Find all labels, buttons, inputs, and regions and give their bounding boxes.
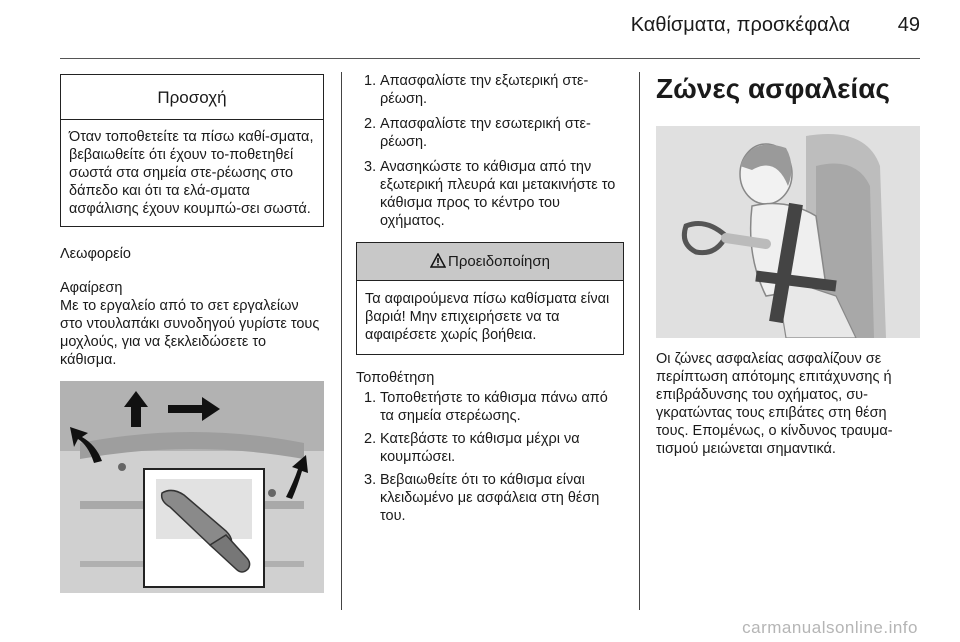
list-item: 1. Απασφαλίστε την εξωτερική στε-ρέωση. xyxy=(364,73,589,107)
list-item: 1. Τοποθετήστε το κάθισμα πάνω από τα σημεία στερέωσης. xyxy=(364,390,608,424)
warning-text: Τα αφαιρούμενα πίσω καθίσματα είναι βαριά! Μην επιχειρήσετε να τα αφαιρέσετε χωρίς βοήθεια. xyxy=(365,291,610,343)
caution-text: Όταν τοποθετείτε τα πίσω καθί-σματα, βεβαιωθείτε ότι έχουν το-ποθετηθεί σωστά στα σημεία στε-ρέωσης στο δάπεδο και ότι τα ελά-σματα ασφάλισης έχουν κουμπώ-σει σωστά. xyxy=(69,129,314,217)
warning-title: Προειδοποίηση xyxy=(357,243,623,281)
page-number: 49 xyxy=(897,14,920,36)
header-divider xyxy=(60,58,920,59)
list-item: 2. Κατεβάστε το κάθισμα μέχρι να κουμπώσει. xyxy=(364,431,580,465)
page-header-title: Καθίσματα, προσκέφαλα xyxy=(630,14,850,36)
caution-box xyxy=(60,74,324,227)
watermark: carmanualsonline.info xyxy=(742,618,918,637)
list-item: 2. Απασφαλίστε την εσωτερική στε-ρέωση. xyxy=(364,116,591,150)
seat-lever-illustration xyxy=(60,381,324,593)
column-middle xyxy=(356,72,624,530)
list-item: 3. Ανασηκώστε το κάθισμα από την εξωτερική πλευρά και μετακινήστε το κάθισμα προς το κέντρο του οχήματος. xyxy=(364,159,616,229)
column-left xyxy=(60,72,324,593)
column-divider-2 xyxy=(639,72,640,610)
column-divider-1 xyxy=(341,72,342,610)
removal-text: Με το εργαλείο από το σετ εργαλείων στο ντουλαπάκι συνοδηγού γυρίστε τους μοχλούς, για να ξεκλειδώσετε το κάθισμα. xyxy=(60,298,320,368)
seatbelts-heading: Ζώνες ασφαλείας xyxy=(656,73,890,104)
warning-box xyxy=(356,242,624,355)
section-heading-bus: Λεωφορείο xyxy=(60,246,131,262)
placement-steps xyxy=(356,389,624,525)
caution-title: Προσοχή xyxy=(61,75,323,120)
list-item: 3. Βεβαιωθείτε ότι το κάθισμα είναι κλειδωμένο με ασφάλεια στη θέση του. xyxy=(364,472,600,524)
seatbelts-text: Οι ζώνες ασφαλείας ασφαλίζουν σε περίπτωση απότομης επιτάχυνσης ή επιβράδυνσης του οχήματος, συ-γκρατώντας τους επιβάτες στη θέση τους. Επομένως, ο κίνδυνος τραυμα-τισμού μειώνεται σημαντικά. xyxy=(656,351,893,457)
tool-inset-icon xyxy=(144,469,264,587)
removal-heading: Αφαίρεση xyxy=(60,280,123,296)
removal-steps xyxy=(356,72,624,230)
placement-heading: Τοποθέτηση xyxy=(356,370,435,386)
column-right xyxy=(656,72,920,458)
seatbelt-driver-illustration xyxy=(656,126,920,338)
warning-triangle-icon xyxy=(430,253,446,272)
